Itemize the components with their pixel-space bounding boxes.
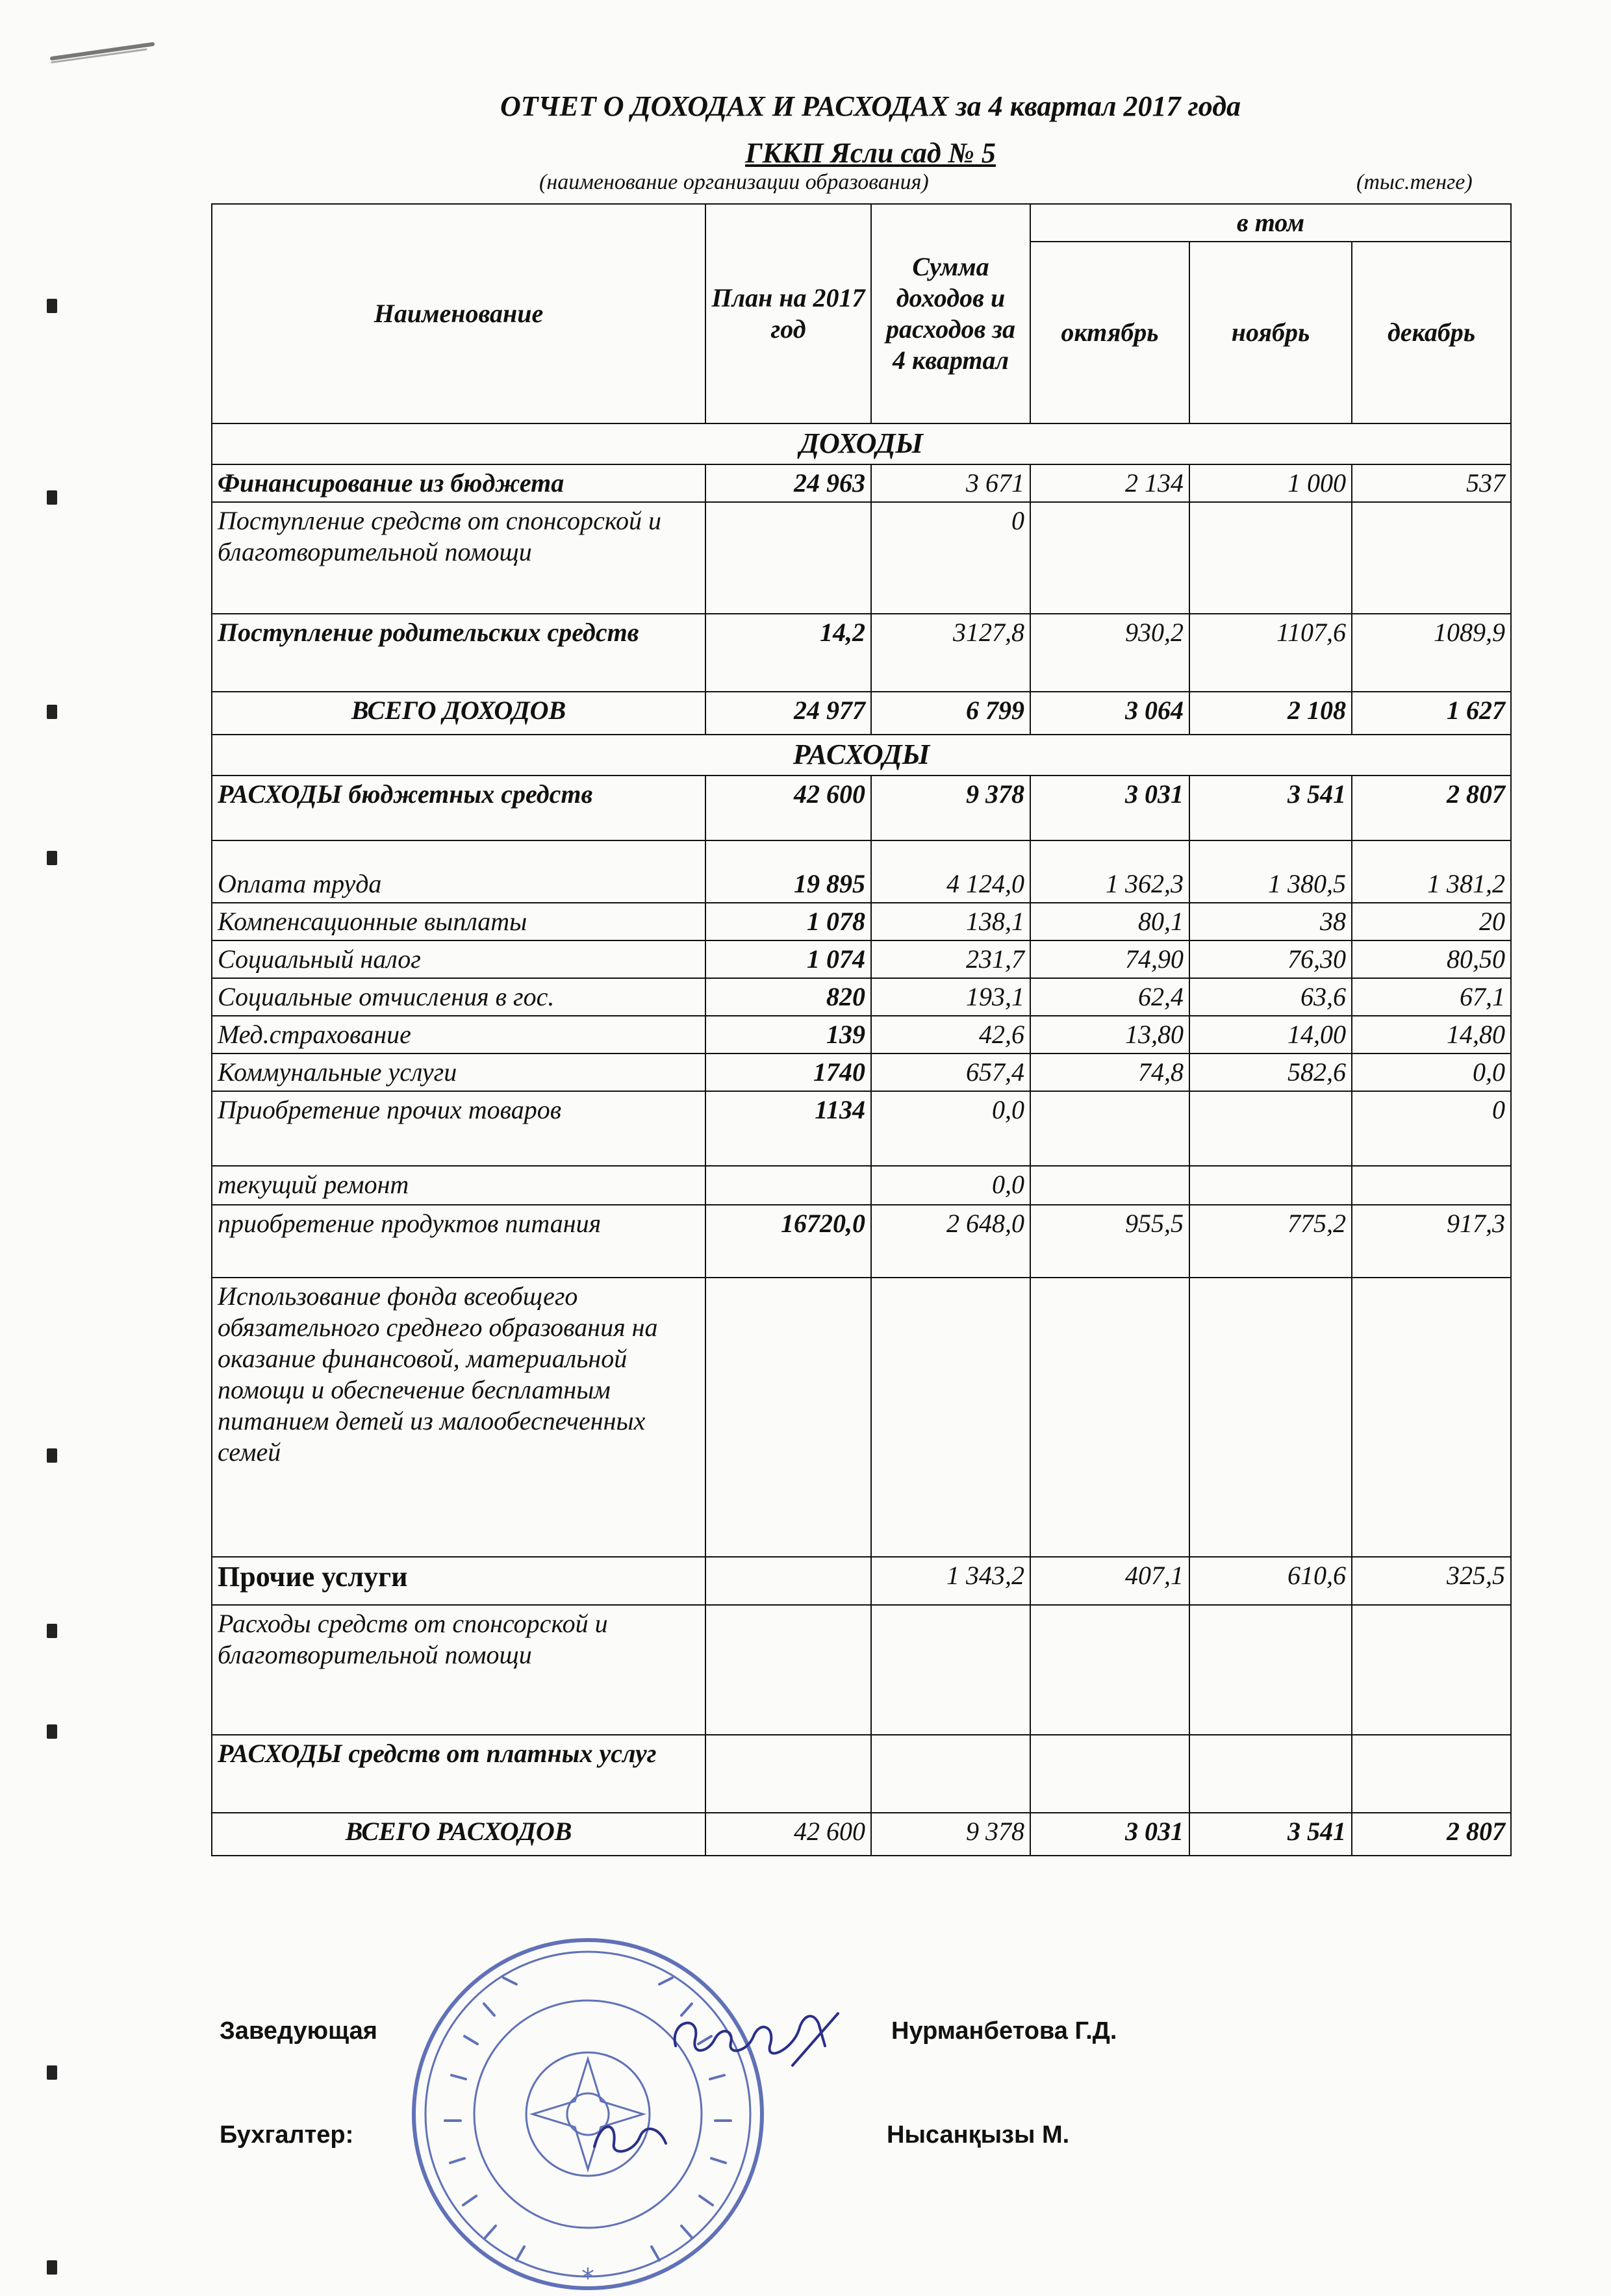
header-december: декабрь xyxy=(1352,242,1511,423)
row-nov: 76,30 xyxy=(1189,940,1352,978)
row-sum xyxy=(871,1605,1030,1735)
table-row xyxy=(212,1166,1511,1205)
row-sum: 2 648,0 xyxy=(871,1205,1030,1278)
row-name: текущий ремонт xyxy=(212,1166,705,1205)
row-name: Прочие услуги xyxy=(212,1557,705,1605)
row-sum: 0 xyxy=(871,502,1030,614)
row-plan xyxy=(705,1166,871,1205)
row-nov xyxy=(1189,1605,1352,1735)
row-plan: 19 895 xyxy=(705,840,871,903)
header-name: Наименование xyxy=(212,204,705,423)
row-nov: 63,6 xyxy=(1189,978,1352,1016)
row-oct xyxy=(1030,1091,1189,1166)
row-nov: 2 108 xyxy=(1189,692,1352,735)
header-vtom: в том xyxy=(1030,204,1511,242)
accountant-role: Бухгалтер: xyxy=(220,2121,354,2149)
table-row xyxy=(212,1091,1511,1166)
row-oct: 1 362,3 xyxy=(1030,840,1189,903)
row-oct: 80,1 xyxy=(1030,903,1189,940)
table-row xyxy=(212,1053,1511,1091)
row-name: приобретение продуктов питания xyxy=(212,1205,705,1278)
row-sum: 42,6 xyxy=(871,1016,1030,1053)
row-oct: 930,2 xyxy=(1030,614,1189,692)
row-dec: 80,50 xyxy=(1352,940,1511,978)
table-row xyxy=(212,978,1511,1016)
row-name: ВСЕГО РАСХОДОВ xyxy=(212,1813,705,1856)
row-oct: 3 064 xyxy=(1030,692,1189,735)
table-row xyxy=(212,464,1511,502)
row-plan: 1 078 xyxy=(705,903,871,940)
row-plan: 139 xyxy=(705,1016,871,1053)
row-plan: 14,2 xyxy=(705,614,871,692)
table-row xyxy=(212,1605,1511,1735)
table-row xyxy=(212,1813,1511,1856)
row-sum: 193,1 xyxy=(871,978,1030,1016)
table-row xyxy=(212,840,1511,903)
row-oct: 74,8 xyxy=(1030,1053,1189,1091)
row-oct: 955,5 xyxy=(1030,1205,1189,1278)
table-row xyxy=(212,940,1511,978)
row-nov xyxy=(1189,1166,1352,1205)
row-sum: 138,1 xyxy=(871,903,1030,940)
svg-text:*: * xyxy=(581,2264,594,2293)
row-plan: 24 963 xyxy=(705,464,871,502)
row-plan: 820 xyxy=(705,978,871,1016)
row-oct xyxy=(1030,1278,1189,1557)
table-row xyxy=(212,614,1511,692)
head-signature xyxy=(663,2000,851,2078)
row-nov: 3 541 xyxy=(1189,776,1352,840)
section-income: ДОХОДЫ xyxy=(212,423,1511,464)
row-nov: 775,2 xyxy=(1189,1205,1352,1278)
row-dec: 325,5 xyxy=(1352,1557,1511,1605)
header-plan: План на 2017 год xyxy=(705,204,871,423)
row-name: РАСХОДЫ средств от платных услуг xyxy=(212,1735,705,1813)
row-nov xyxy=(1189,502,1352,614)
table-row xyxy=(212,1205,1511,1278)
row-nov: 1 380,5 xyxy=(1189,840,1352,903)
row-nov: 582,6 xyxy=(1189,1053,1352,1091)
row-nov: 14,00 xyxy=(1189,1016,1352,1053)
row-oct: 2 134 xyxy=(1030,464,1189,502)
row-name: Социальный налог xyxy=(212,940,705,978)
row-dec: 1089,9 xyxy=(1352,614,1511,692)
row-sum: 9 378 xyxy=(871,1813,1030,1856)
row-oct xyxy=(1030,1166,1189,1205)
row-sum: 1 343,2 xyxy=(871,1557,1030,1605)
row-name: Компенсационные выплаты xyxy=(212,903,705,940)
header-sum: Сумма доходов и расходов за 4 квартал xyxy=(871,204,1030,423)
row-dec: 2 807 xyxy=(1352,776,1511,840)
row-oct xyxy=(1030,1735,1189,1813)
row-dec: 0,0 xyxy=(1352,1053,1511,1091)
row-nov: 610,6 xyxy=(1189,1557,1352,1605)
row-nov xyxy=(1189,1735,1352,1813)
row-plan xyxy=(705,1735,871,1813)
row-dec: 67,1 xyxy=(1352,978,1511,1016)
header-october: октябрь xyxy=(1030,242,1189,423)
row-name: Коммунальные услуги xyxy=(212,1053,705,1091)
row-oct: 3 031 xyxy=(1030,1813,1189,1856)
report-table xyxy=(211,203,1512,1856)
organization-caption: (наименование организации образования) xyxy=(539,170,929,194)
row-plan: 24 977 xyxy=(705,692,871,735)
row-name: Приобретение прочих товаров xyxy=(212,1091,705,1166)
row-sum: 9 378 xyxy=(871,776,1030,840)
row-plan xyxy=(705,502,871,614)
row-plan xyxy=(705,1278,871,1557)
row-name: РАСХОДЫ бюджетных средств xyxy=(212,776,705,840)
row-dec xyxy=(1352,1735,1511,1813)
paper-clip-mark xyxy=(49,39,159,65)
row-name: Расходы средств от спонсорской и благотворительной помощи xyxy=(212,1605,705,1735)
units-caption: (тыс.тенге) xyxy=(1356,170,1473,194)
row-name: Мед.страхование xyxy=(212,1016,705,1053)
row-dec: 20 xyxy=(1352,903,1511,940)
table-row xyxy=(212,1735,1511,1813)
row-name: ВСЕГО ДОХОДОВ xyxy=(212,692,705,735)
row-nov: 38 xyxy=(1189,903,1352,940)
row-sum: 0,0 xyxy=(871,1091,1030,1166)
row-plan: 42 600 xyxy=(705,1813,871,1856)
row-dec xyxy=(1352,1605,1511,1735)
row-dec: 14,80 xyxy=(1352,1016,1511,1053)
row-nov: 1 000 xyxy=(1189,464,1352,502)
row-dec: 537 xyxy=(1352,464,1511,502)
row-plan xyxy=(705,1557,871,1605)
row-sum: 3127,8 xyxy=(871,614,1030,692)
section-expenses: РАСХОДЫ xyxy=(212,735,1511,776)
row-oct xyxy=(1030,1605,1189,1735)
row-oct: 407,1 xyxy=(1030,1557,1189,1605)
row-name: Финансирование из бюджета xyxy=(212,464,705,502)
report-title: ОТЧЕТ О ДОХОДАХ И РАСХОДАХ за 4 квартал 2017 года xyxy=(500,90,1241,122)
row-nov xyxy=(1189,1278,1352,1557)
row-name: Социальные отчисления в гос. xyxy=(212,978,705,1016)
row-oct: 3 031 xyxy=(1030,776,1189,840)
row-nov: 3 541 xyxy=(1189,1813,1352,1856)
header-november: ноябрь xyxy=(1189,242,1352,423)
row-name: Оплата труда xyxy=(212,840,705,903)
accountant-name: Нысанқызы М. xyxy=(887,2121,1070,2149)
row-dec xyxy=(1352,1278,1511,1557)
row-oct: 62,4 xyxy=(1030,978,1189,1016)
table-row xyxy=(212,903,1511,940)
row-sum xyxy=(871,1735,1030,1813)
table-row xyxy=(212,776,1511,840)
head-name: Нурманбетова Г.Д. xyxy=(891,2017,1117,2045)
row-dec: 1 627 xyxy=(1352,692,1511,735)
row-sum: 6 799 xyxy=(871,692,1030,735)
table-row xyxy=(212,502,1511,614)
table-row xyxy=(212,1278,1511,1557)
row-dec xyxy=(1352,502,1511,614)
table-row xyxy=(212,1557,1511,1605)
row-dec: 2 807 xyxy=(1352,1813,1511,1856)
row-sum: 4 124,0 xyxy=(871,840,1030,903)
row-name: Поступление родительских средств xyxy=(212,614,705,692)
row-oct xyxy=(1030,502,1189,614)
table-row xyxy=(212,692,1511,735)
row-sum xyxy=(871,1278,1030,1557)
row-sum: 3 671 xyxy=(871,464,1030,502)
row-sum: 0,0 xyxy=(871,1166,1030,1205)
row-plan: 1740 xyxy=(705,1053,871,1091)
row-oct: 74,90 xyxy=(1030,940,1189,978)
row-plan xyxy=(705,1605,871,1735)
row-dec xyxy=(1352,1166,1511,1205)
head-role: Заведующая xyxy=(220,2017,377,2045)
row-plan: 1 074 xyxy=(705,940,871,978)
accountant-signature xyxy=(588,2114,672,2163)
row-sum: 231,7 xyxy=(871,940,1030,978)
row-name: Использование фонда всеобщего обязательного среднего образования на оказание финансовой, материальной помощи и обеспечение бесплатным питанием детей из малообеспеченных семей xyxy=(212,1278,705,1557)
row-nov xyxy=(1189,1091,1352,1166)
row-nov: 1107,6 xyxy=(1189,614,1352,692)
row-oct: 13,80 xyxy=(1030,1016,1189,1053)
row-plan: 1134 xyxy=(705,1091,871,1166)
row-name: Поступление средств от спонсорской и благотворительной помощи xyxy=(212,502,705,614)
row-sum: 657,4 xyxy=(871,1053,1030,1091)
row-plan: 16720,0 xyxy=(705,1205,871,1278)
organization-name: ГККП Ясли сад № 5 xyxy=(745,137,996,169)
row-dec: 0 xyxy=(1352,1091,1511,1166)
table-row xyxy=(212,1016,1511,1053)
row-dec: 917,3 xyxy=(1352,1205,1511,1278)
row-plan: 42 600 xyxy=(705,776,871,840)
row-dec: 1 381,2 xyxy=(1352,840,1511,903)
